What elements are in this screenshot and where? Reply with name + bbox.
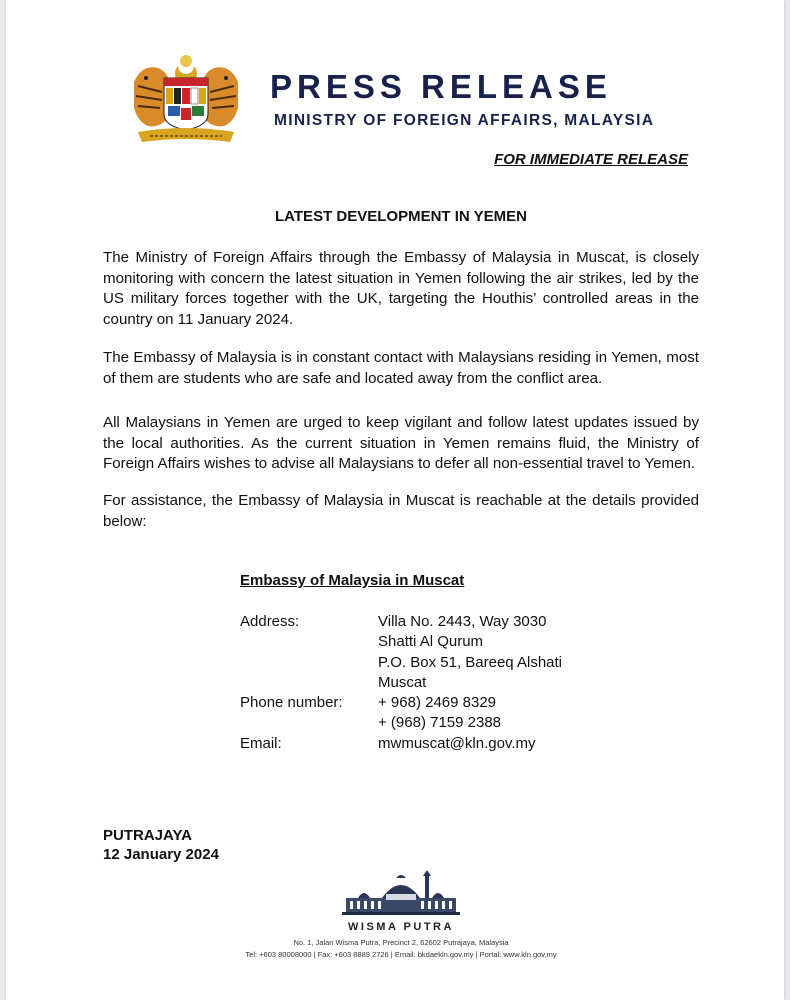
address-line: Villa No. 2443, Way 3030 — [378, 613, 547, 630]
phone-number: + (968) 7159 2388 — [378, 714, 502, 731]
immediate-release-tag: FOR IMMEDIATE RELEASE — [494, 151, 688, 168]
address-line: P.O. Box 51, Bareeq Alshati — [378, 654, 563, 671]
document-heading: LATEST DEVELOPMENT IN YEMEN — [275, 208, 527, 225]
paragraph-contact: The Embassy of Malaysia is in constant contact with Malaysians residing in Yemen, most of them are students who are safe and located away from the conflict area. — [103, 349, 699, 387]
email-address: mwmuscat@kln.gov.my — [378, 735, 536, 752]
wisma-putra-building-icon — [338, 868, 464, 920]
press-release-title: PRESS RELEASE — [270, 68, 612, 105]
coat-of-arms-icon — [124, 52, 248, 148]
closing-city: PUTRAJAYA — [103, 827, 192, 844]
paragraph-assistance: For assistance, the Embassy of Malaysia in Muscat is reachable at the details provided below: — [103, 492, 699, 530]
closing-block — [103, 826, 219, 864]
footer-contact: Tel: +603 80008000 | Fax: +603 8889 2726 | Email: bkdaekln.gov.my | Portal: www.kln.gov.my — [245, 950, 557, 959]
paragraph-travel-advice: All Malaysians in Yemen are urged to keep vigilant and follow latest updates issued by the local authorities. As the current situation in Yemen remains fluid, the Ministry of Foreign Affairs wishes to advise all Malaysians to defer all non-essential travel to Yemen. — [103, 414, 699, 472]
phone-label: Phone number: — [240, 694, 343, 711]
paragraph-monitoring: The Ministry of Foreign Affairs through the Embassy of Malaysia in Muscat, is closely monitoring with concern the latest situation in Yemen following the air strikes, led by the US military forces together with the UK, targeting the Houthis’ controlled areas in the country on 11 January 2024. — [103, 249, 699, 328]
address-line: Shatti Al Qurum — [378, 633, 484, 650]
email-label: Email: — [240, 735, 282, 752]
press-release-page — [6, 0, 784, 1000]
ministry-name: MINISTRY OF FOREIGN AFFAIRS, MALAYSIA — [274, 112, 655, 129]
embassy-title: Embassy of Malaysia in Muscat — [240, 572, 465, 589]
footer-address: No. 1, Jalan Wisma Putra, Precinct 2, 62602 Putrajaya, Malaysia — [293, 938, 509, 947]
address-line: Muscat — [378, 674, 427, 691]
phone-number: + 968) 2469 8329 — [378, 694, 497, 711]
wisma-putra-label: WISMA PUTRA — [348, 921, 454, 933]
address-label: Address: — [240, 613, 300, 630]
closing-date: 12 January 2024 — [103, 846, 219, 863]
